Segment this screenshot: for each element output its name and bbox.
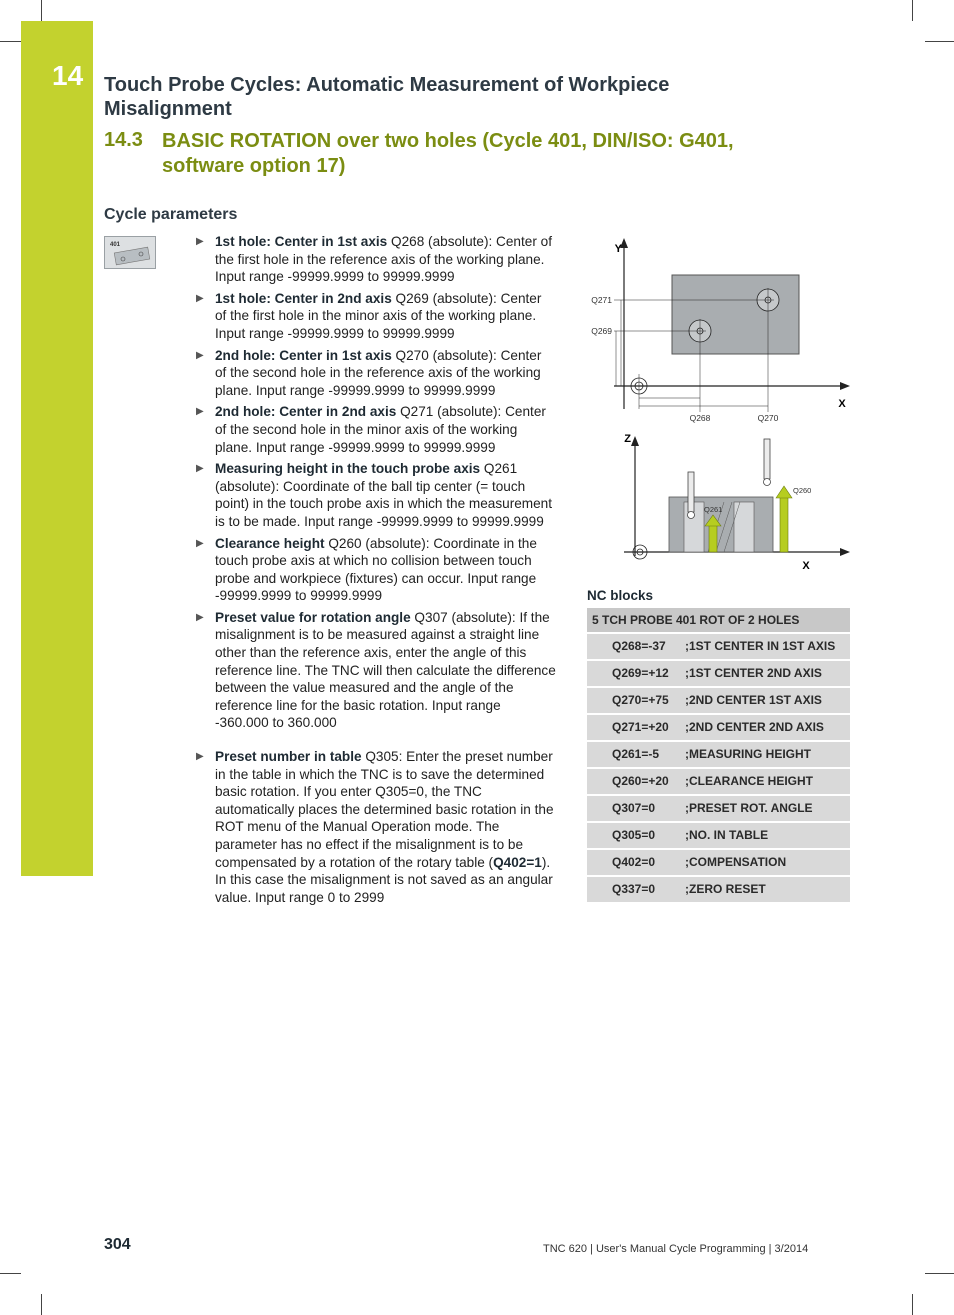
table-row xyxy=(587,850,850,877)
table-row xyxy=(587,796,850,823)
nc-param: Q271=+20 xyxy=(612,720,669,734)
nc-comment: ;COMPENSATION xyxy=(685,855,787,869)
nc-comment: ;2ND CENTER 1ST AXIS xyxy=(685,693,822,707)
param-name: Clearance height xyxy=(215,535,325,551)
chapter-number: 14 xyxy=(52,60,84,91)
nc-param: Q260=+20 xyxy=(612,774,669,788)
param-desc: Q305: Enter the preset number in the table in which the TNC is to save the determined basic rotation. If you enter Q305=0, the TNC automatically places the determined basic rotation in the ROT menu of the Manual Operation mode. The parameter has no effect if the misalignment is to be compensated by a rotation of the rotary table ( xyxy=(215,749,554,870)
bullet-triangle-icon: ▶ xyxy=(196,611,204,623)
nc-table-header: 5 TCH PROBE 401 ROT OF 2 HOLES xyxy=(587,608,850,634)
cycle-icon-label: 401 xyxy=(110,242,121,248)
crop-mark xyxy=(912,0,913,21)
param-item xyxy=(194,233,556,286)
crop-mark xyxy=(925,1273,954,1274)
table-row xyxy=(587,715,850,742)
crop-mark xyxy=(0,1273,21,1274)
crop-mark xyxy=(912,1294,913,1315)
table-row xyxy=(587,688,850,715)
y-axis-label: Y xyxy=(614,243,622,255)
table-row xyxy=(587,742,850,769)
nc-param: Q269=+12 xyxy=(612,666,669,680)
section-title: BASIC ROTATION over two holes (Cycle 401, DIN/ISO: G401, software option 17) xyxy=(162,130,734,177)
cycle-401-diagram xyxy=(584,234,856,574)
q268-label: Q268 xyxy=(689,413,711,423)
param-desc: Q307 (absolute): If the misalignment is to be measured against a straight line other than the reference axis, enter the angle of this reference line. The TNC will then calculate the difference between the value measured and the angle of the reference line for the basic rotation. Input range -360.000 to 360.000 xyxy=(215,609,556,731)
nc-comment: ;CLEARANCE HEIGHT xyxy=(685,774,813,788)
footer-text: TNC 620 | User's Manual Cycle Programming | 3/2014 xyxy=(543,1243,809,1255)
q261-label: Q261 xyxy=(704,505,723,514)
parameter-list xyxy=(194,233,556,910)
param-name: 1st hole: Center in 1st axis xyxy=(215,234,388,249)
table-row xyxy=(587,877,850,904)
cycle-parameters-heading: Cycle parameters xyxy=(104,206,238,223)
nc-comment: ;1ST CENTER IN 1ST AXIS xyxy=(685,639,836,653)
crop-mark xyxy=(41,1294,42,1315)
param-desc: Q269 (absolute): Center of the first hole in the minor axis of the working plane. Input range -99999.9999 to 99999.9999 xyxy=(215,290,542,341)
param-item xyxy=(194,290,556,343)
nc-comment: ;NO. IN TABLE xyxy=(685,828,769,842)
nc-comment: ;ZERO RESET xyxy=(685,882,766,896)
param-name: 2nd hole: Center in 1st axis xyxy=(215,347,392,363)
q269-label: Q269 xyxy=(591,326,612,336)
section-number: 14.3 xyxy=(104,129,143,151)
table-row xyxy=(587,661,850,688)
q271-label: Q271 xyxy=(591,295,612,305)
crop-mark xyxy=(0,41,21,42)
nc-param: Q402=0 xyxy=(612,855,656,869)
param-inline-bold: Q402=1 xyxy=(493,854,542,870)
param-desc: Q268 (absolute): Center of the first hole in the reference axis of the working plane. Input range -99999.9999 to 99999.9999 xyxy=(215,234,552,285)
table-row xyxy=(587,769,850,796)
param-item xyxy=(194,748,556,906)
param-desc: ). In this case the misalignment is not saved as an angular value. Input range 0 to 2999 xyxy=(215,854,553,905)
param-desc: Q271 (absolute): Center of the second hole in the minor axis of the working plane. Input range -99999.9999 to 99999.9999 xyxy=(215,404,546,455)
x-axis-label: X xyxy=(802,560,810,572)
param-item xyxy=(194,347,556,400)
bullet-triangle-icon: ▶ xyxy=(196,751,204,763)
param-name: Measuring height in the touch probe axis xyxy=(215,461,481,477)
nc-param: Q270=+75 xyxy=(612,693,669,707)
nc-param: Q268=-37 xyxy=(612,639,666,653)
bullet-triangle-icon: ▶ xyxy=(196,406,204,418)
bullet-triangle-icon: ▶ xyxy=(196,463,204,475)
nc-param: Q307=0 xyxy=(612,801,656,815)
param-desc: Q261 (absolute): Coordinate of the ball tip center (= touch point) in the touch probe axis in which the measurement is to be made. Input range -99999.9999 to 99999.9999 xyxy=(215,461,553,529)
cycle-401-icon xyxy=(104,236,156,269)
param-item xyxy=(194,609,556,732)
x-axis-label: X xyxy=(838,398,846,410)
crop-mark xyxy=(925,41,954,42)
z-axis-label: Z xyxy=(624,433,631,445)
crop-mark xyxy=(41,0,42,21)
nc-param: Q261=-5 xyxy=(612,747,660,761)
q270-label: Q270 xyxy=(757,413,779,423)
page-number: 304 xyxy=(104,1236,131,1253)
bullet-triangle-icon: ▶ xyxy=(196,292,204,304)
nc-param: Q337=0 xyxy=(612,882,656,896)
param-name: Preset number in table xyxy=(215,749,362,765)
param-item xyxy=(194,460,556,530)
param-item xyxy=(194,535,556,605)
nc-comment: ;1ST CENTER 2ND AXIS xyxy=(685,666,822,680)
top-view-diagram xyxy=(591,238,850,423)
bullet-triangle-icon: ▶ xyxy=(196,349,204,361)
q260-label: Q260 xyxy=(793,486,812,495)
param-name: Preset value for rotation angle xyxy=(215,609,411,625)
nc-comment: ;PRESET ROT. ANGLE xyxy=(685,801,813,815)
chapter-tab xyxy=(21,21,93,876)
param-desc: Q270 (absolute): Center of the second hole in the reference axis of the working plane. Input range -99999.9999 to 99999.9999 xyxy=(215,347,542,398)
param-desc: Q260 (absolute): Coordinate in the touch probe axis at which no collision between touch probe and workpiece (fixtures) can occur. Input range -99999.9999 to 99999.9999 xyxy=(215,535,537,604)
nc-blocks-heading: NC blocks xyxy=(587,588,654,603)
table-row xyxy=(587,823,850,850)
bullet-triangle-icon: ▶ xyxy=(196,537,204,549)
table-row xyxy=(587,634,850,661)
param-name: 2nd hole: Center in 2nd axis xyxy=(215,404,397,420)
side-view-diagram xyxy=(624,433,850,572)
bullet-triangle-icon: ▶ xyxy=(196,236,204,247)
nc-comment: ;2ND CENTER 2ND AXIS xyxy=(685,720,824,734)
nc-blocks-table xyxy=(587,608,850,904)
nc-comment: ;MEASURING HEIGHT xyxy=(685,747,811,761)
param-item xyxy=(194,403,556,456)
nc-param: Q305=0 xyxy=(612,828,656,842)
param-name: 1st hole: Center in 2nd axis xyxy=(215,290,392,306)
chapter-title: Touch Probe Cycles: Automatic Measurement of Workpiece Misalignment xyxy=(104,74,670,120)
